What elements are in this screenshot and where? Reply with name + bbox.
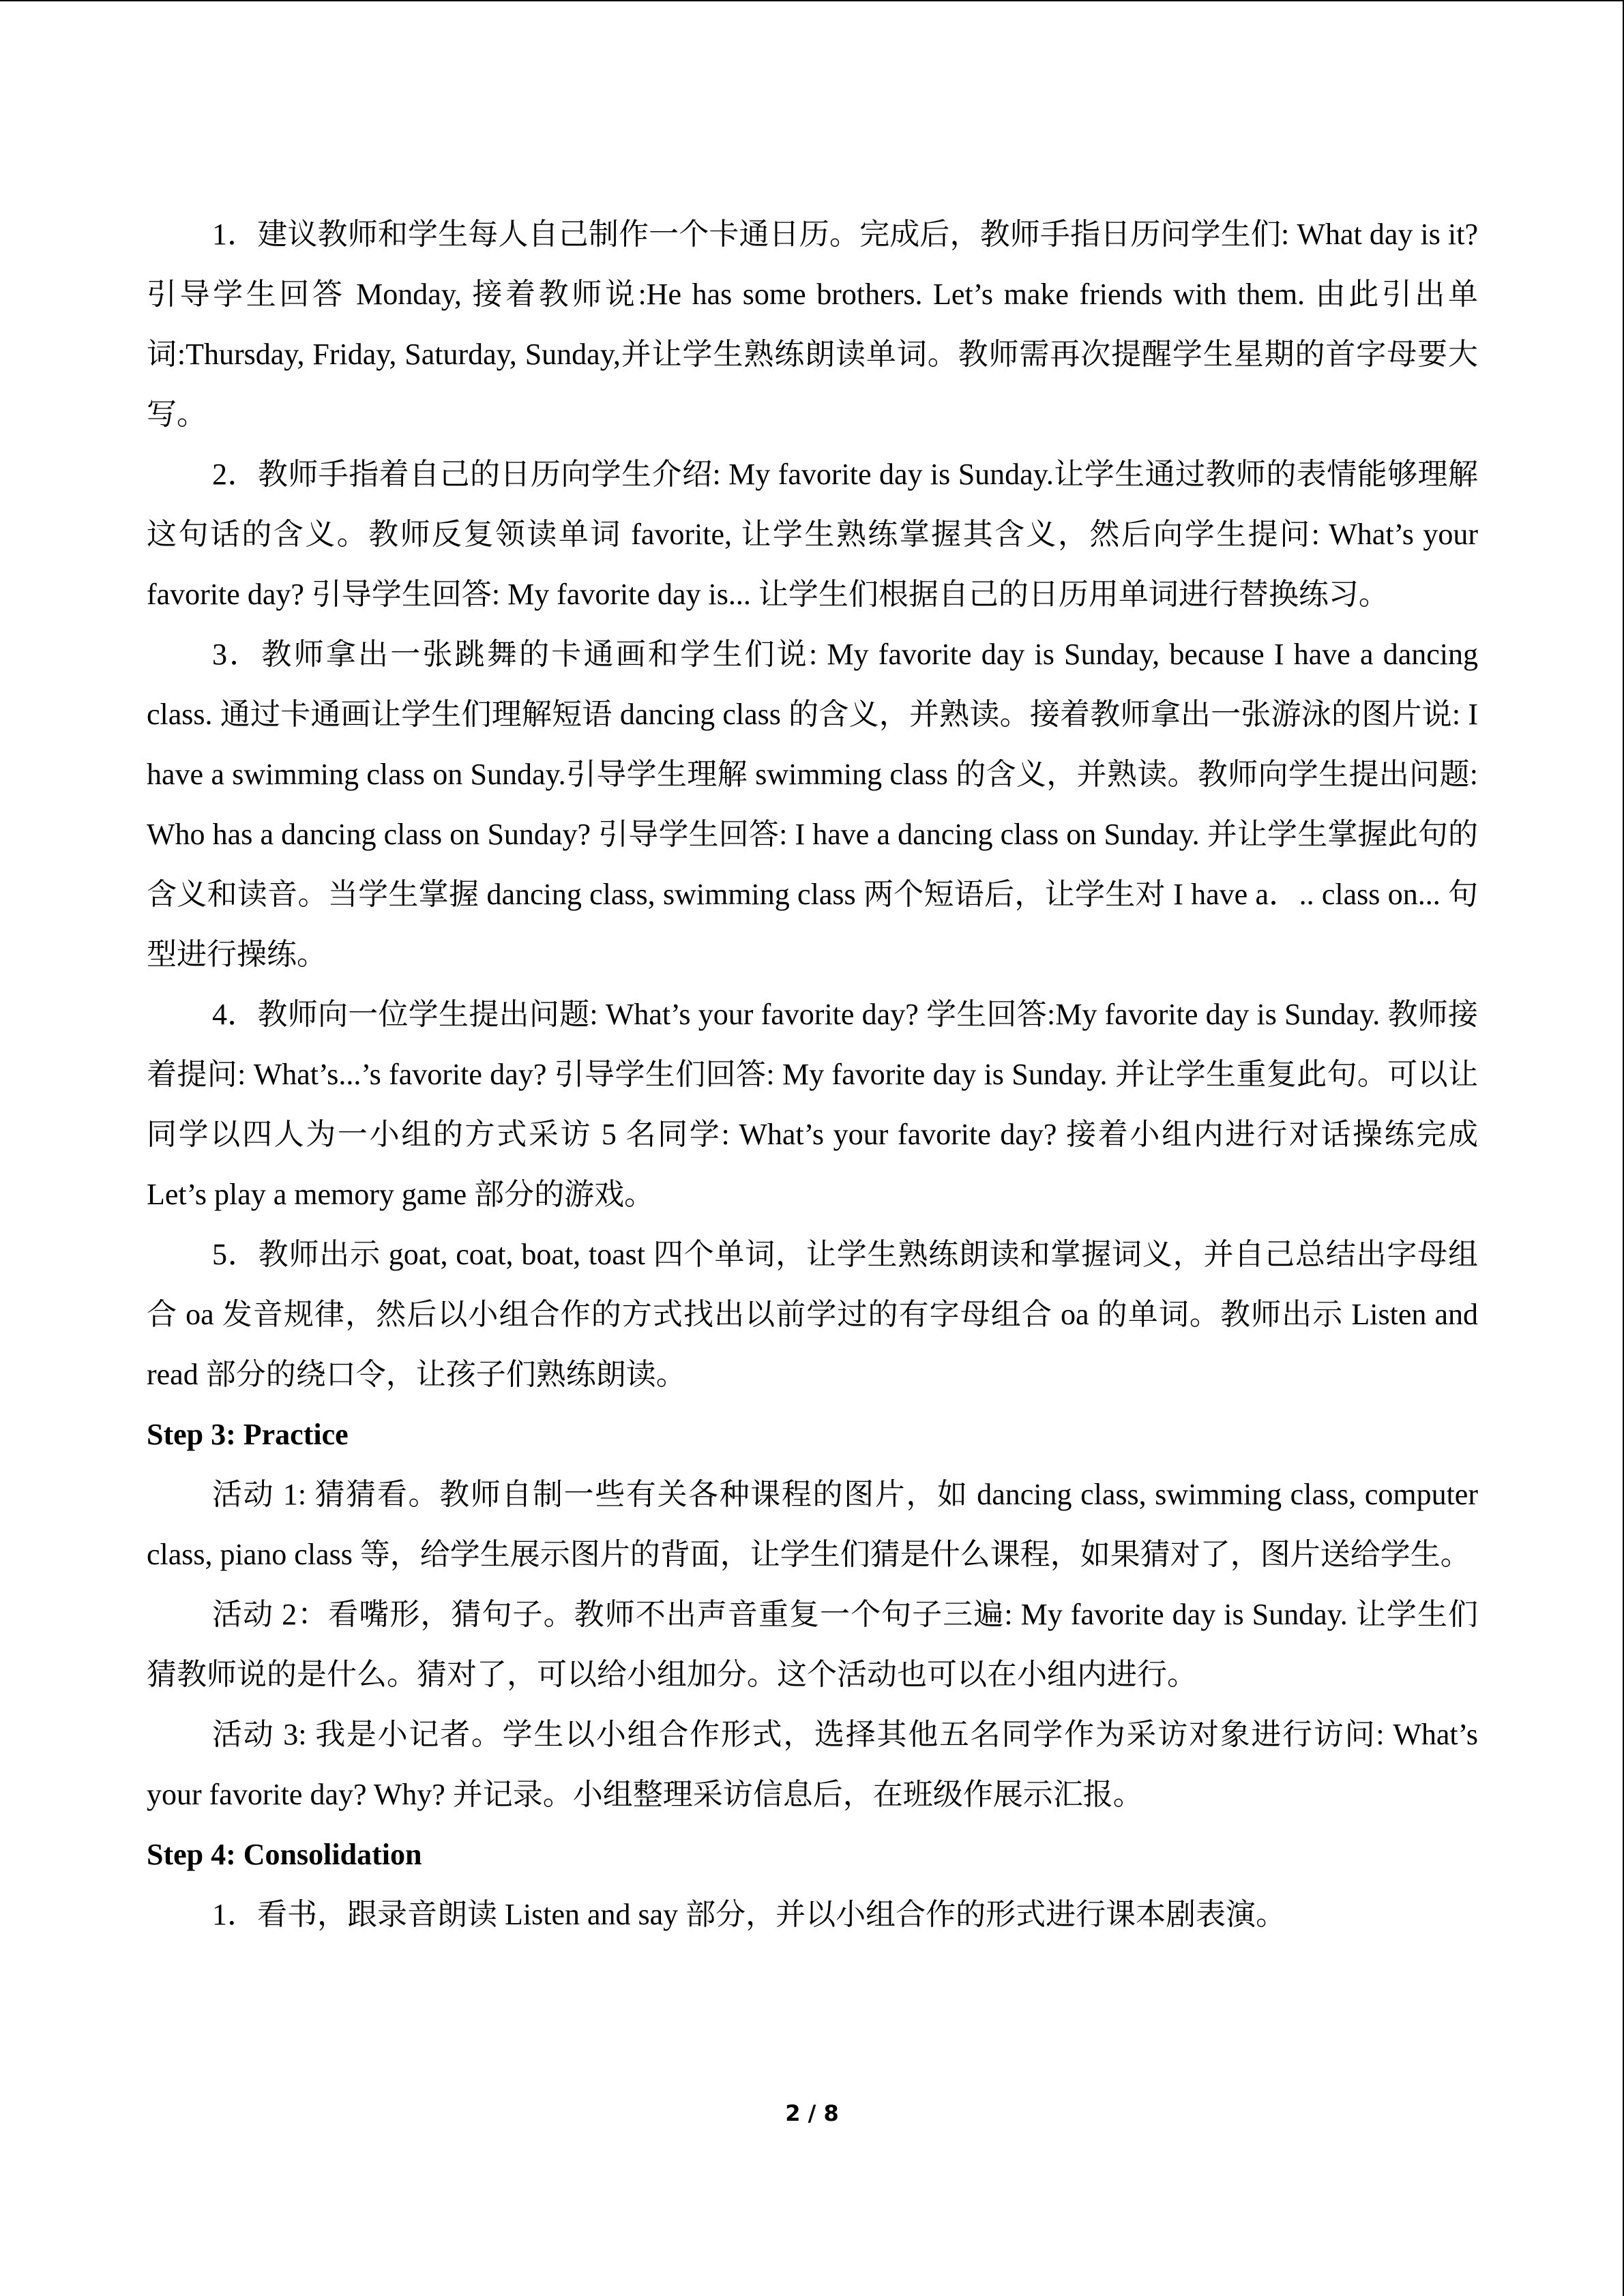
paragraph-activity3: 活动 3: 我是小记者。学生以小组合作形式，选择其他五名同学作为采访对象进行访问: What’s your favorite day? Why? 并记录。小组整理采访信息后，在班级作展示汇报。 bbox=[147, 1718, 1478, 1811]
paragraph-step2-item4: 4．教师向一位学生提出问题: What’s your favorite day? 学生回答:My favorite day is Sunday. 教师接着提问: What’s...’s favorite day? 引导学生们回答: My favorite day is Sunday. 并让学生重复此句。可以让同学以四人为一小组的方式采访 5 名同学: What’s your favorite day? 接着小组内进行对话操练完成 Let’s play a memory game 部分的游戏。 bbox=[147, 998, 1478, 1211]
paragraph-activity2: 活动 2：看嘴形，猜句子。教师不出声音重复一个句子三遍: My favorite day is Sunday. 让学生们猜教师说的是什么。猜对了，可以给小组加分。这个活动也可以在小组内进行。 bbox=[147, 1598, 1478, 1691]
paragraph-step2-item3: 3．教师拿出一张跳舞的卡通画和学生们说: My favorite day is Sunday, because I have a dancing class. 通过卡通画让学生们理解短语 dancing class 的含义，并熟读。接着教师拿出一张游泳的图片说: I have a swimming class on Sunday.引导学生理解 swimming class 的含义，并熟读。教师向学生提出问题: Who has a dancing class on Sunday? 引导学生回答: I have a dancing class on Sunday. 并让学生掌握此句的含义和读音。当学生掌握 dancing class, swimming class 两个短语后，让学生对 I have a．.. class on... 句型进行操练。 bbox=[147, 638, 1478, 971]
paragraph-consolidation-item1: 1．看书，跟录音朗读 Listen and say 部分，并以小组合作的形式进行课本剧表演。 bbox=[212, 1898, 1286, 1931]
heading-step3-practice: Step 3: Practice bbox=[147, 1418, 349, 1451]
paragraph-step2-item2: 2．教师手指着自己的日历向学生介绍: My favorite day is Sunday.让学生通过教师的表情能够理解这句话的含义。教师反复领读单词 favorite, 让学生熟练掌握其含义，然后向学生提问: What’s your favorite day? 引导学生回答: My favorite day is... 让学生们根据自己的日历用单词进行替换练习。 bbox=[147, 458, 1478, 611]
paragraph-step2-item5: 5．教师出示 goat, coat, boat, toast 四个单词，让学生熟练朗读和掌握词义，并自己总结出字母组合 oa 发音规律，然后以小组合作的方式找出以前学过的有字母组合 oa 的单词。教师出示 Listen and read 部分的绕口令，让孩子们熟练朗读。 bbox=[147, 1238, 1478, 1391]
top-border-line bbox=[0, 0, 1624, 1]
paragraph-step2-item1: 1．建议教师和学生每人自己制作一个卡通日历。完成后，教师手指日历问学生们: What day is it? 引导学生回答 Monday, 接着教师说:He has some brothers. Let’s make friends with them. 由此引出单词:Thursday, Friday, Saturday, Sunday,并让学生熟练朗读单词。教师需再次提醒学生星期的首字母要大写。 bbox=[147, 218, 1478, 431]
paragraph-activity1: 活动 1: 猜猜看。教师自制一些有关各种课程的图片，如 dancing class, swimming class, computer class, piano class 等，给学生展示图片的背面，让学生们猜是什么课程，如果猜对了，图片送给学生。 bbox=[147, 1478, 1478, 1571]
heading-step4-consolidation: Step 4: Consolidation bbox=[147, 1838, 422, 1871]
document-body bbox=[147, 205, 1478, 1945]
page-number: 2 / 8 bbox=[785, 2100, 839, 2126]
